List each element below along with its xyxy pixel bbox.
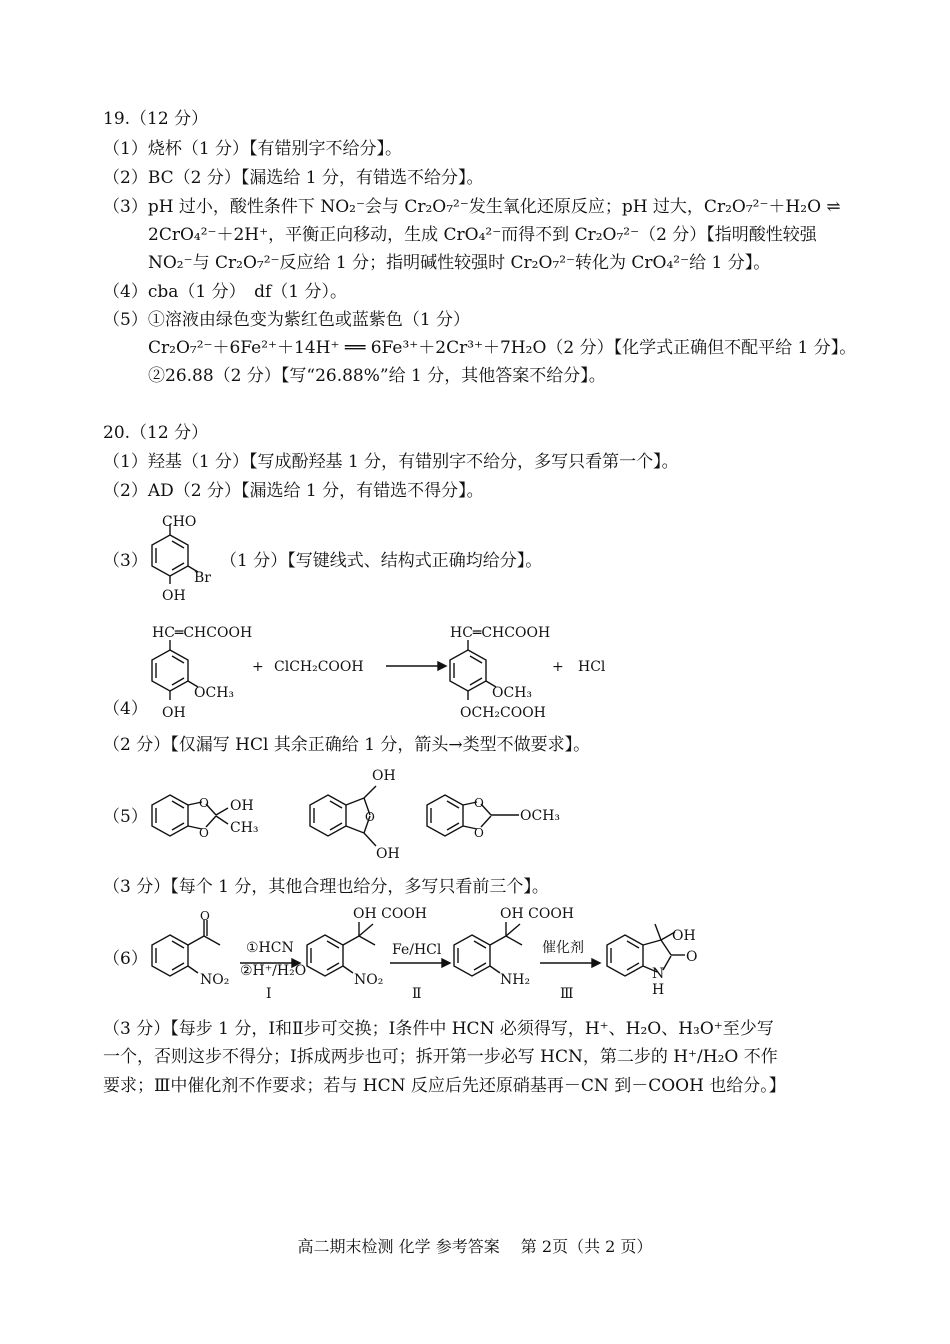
q20-part6-step2: Fe/HCl	[392, 942, 442, 958]
q20-part4-product-och3: OCH₃	[492, 685, 533, 701]
q20-part6-arrow2	[390, 957, 450, 969]
q20-part5-a-oh: OH	[230, 798, 254, 814]
q20-part3-cho: CHO	[162, 514, 197, 530]
q20-part4-product-top: HC═CHCOOH	[450, 625, 551, 641]
page-footer: 高二期末检测 化学 参考答案 第 2页（共 2 页）	[297, 1237, 653, 1256]
q20-part6-product-n: N	[652, 966, 665, 982]
q20-part5-b-oh1: OH	[372, 768, 396, 784]
q20-part1: （1）羟基（1 分）【写成酚羟基 1 分，有错别字不给分，多写只看第一个】。	[103, 452, 679, 472]
q20-part4-reactant-och3: OCH₃	[194, 685, 235, 701]
q20-part4-hcl: HCl	[578, 659, 606, 675]
q20-part5-c-och3: OCH₃	[520, 808, 561, 824]
q20-part6-oh-cooh-a: OH COOH	[353, 906, 428, 922]
q20-part6-note-line1: （3 分）【每步 1 分，Ⅰ和Ⅱ步可交换；Ⅰ条件中 HCN 必须得写，H⁺、H₂O、H₃O⁺至少写	[103, 1019, 774, 1039]
q20-header: 20.（12 分）	[103, 423, 209, 443]
q19-part3-line3: NO₂⁻与 Cr₂O₇²⁻反应给 1 分；指明碱性较强时 Cr₂O₇²⁻转化为 CrO₄²⁻给 1 分】。	[148, 253, 771, 273]
q20-part6-no2-b: NO₂	[354, 972, 384, 988]
q20-part2: （2）AD（2 分）【漏选给 1 分，有错选不得分】。	[103, 481, 484, 501]
q20-part3-note: （1 分）【写键线式、结构式正确均给分】。	[220, 551, 543, 571]
q19-part5-line1: （5）①溶液由绿色变为紫红色或蓝紫色（1 分）	[103, 310, 471, 330]
q20-part6-step2-num: Ⅱ	[412, 986, 422, 1002]
q19-part5-line3: ②26.88（2 分）【写“26.88%”给 1 分，其他答案不给分】。	[148, 366, 606, 386]
q19-part5-equation: Cr₂O₇²⁻＋6Fe²⁺＋14H⁺ ══ 6Fe³⁺＋2Cr³⁺＋7H₂O（2 分）【化学式正确但不配平给 1 分】。	[148, 338, 857, 358]
q20-part6-label: （6）	[103, 949, 148, 969]
q19-part3-line1: （3）pH 过小，酸性条件下 NO₂⁻会与 Cr₂O₇²⁻发生氧化还原反应；pH 过大，Cr₂O₇²⁻＋H₂O ⇌	[103, 197, 841, 217]
q19-header: 19.（12 分）	[103, 109, 209, 129]
q20-part3-oh: OH	[162, 588, 186, 604]
q20-part4-plus2: +	[552, 659, 564, 675]
q20-part4-reagent: ClCH₂COOH	[274, 659, 364, 675]
q20-part4-plus1: +	[252, 659, 264, 675]
q20-part6-product-o: O	[686, 949, 698, 965]
q20-part3-br: Br	[194, 570, 211, 586]
q20-part4-product-sub: OCH₂COOH	[460, 705, 546, 721]
q20-part6-no2-a: NO₂	[200, 972, 230, 988]
q20-part5-note: （3 分）【每个 1 分，其他合理也给分，多写只看前三个】。	[103, 877, 549, 897]
q20-part6-product-oh: OH	[672, 928, 696, 944]
q20-part6-step1-num: Ⅰ	[266, 986, 272, 1002]
q20-part6-nh2: NH₂	[500, 972, 531, 988]
q20-part4-reactant-oh: OH	[162, 705, 186, 721]
q20-part4-reactant-top: HC═CHCOOH	[152, 625, 253, 641]
q20-part5-a-ch3: CH₃	[230, 820, 259, 836]
q20-part4-arrow	[386, 660, 446, 672]
q20-part5-label: （5）	[103, 807, 148, 827]
q20-part6-step3: 催化剂	[542, 940, 584, 956]
q20-part3-label: （3）	[103, 551, 148, 571]
q20-part6-step3-num: Ⅲ	[560, 986, 574, 1002]
q20-part4-label: （4）	[103, 699, 148, 719]
q20-part6-note-line3: 要求；Ⅲ中催化剂不作要求；若与 HCN 反应后先还原硝基再－CN 到－COOH 也给分。】	[103, 1076, 786, 1096]
q19-part3-line2: 2CrO₄²⁻＋2H⁺，平衡正向移动，生成 CrO₄²⁻而得不到 Cr₂O₇²⁻（2 分）【指明酸性较强	[148, 225, 817, 245]
q19-part2: （2）BC（2 分）【漏选给 1 分，有错选不给分】。	[103, 168, 484, 188]
q20-part6-step1-a: ①HCN	[246, 940, 294, 956]
q20-part6-arrow3	[540, 957, 600, 969]
q20-part4-note: （2 分）【仅漏写 HCl 其余正确给 1 分，箭头→类型不做要求】。	[103, 735, 591, 755]
q19-part1: （1）烧杯（1 分）【有错别字不给分】。	[103, 139, 403, 159]
q20-part6-product-h: H	[652, 982, 665, 998]
q19-part4: （4）cba（1 分） df（1 分）。	[103, 282, 347, 302]
q20-part6-oh-cooh-b: OH COOH	[500, 906, 575, 922]
q20-part6-note-line2: 一个，否则这步不得分；Ⅰ拆成两步也可；拆开第一步必写 HCN，第二步的 H⁺/H₂O 不作	[103, 1047, 778, 1067]
q20-part6-step1-b: ②H⁺/H₂O	[240, 963, 307, 979]
q20-part5-b-oh2: OH	[376, 846, 400, 862]
